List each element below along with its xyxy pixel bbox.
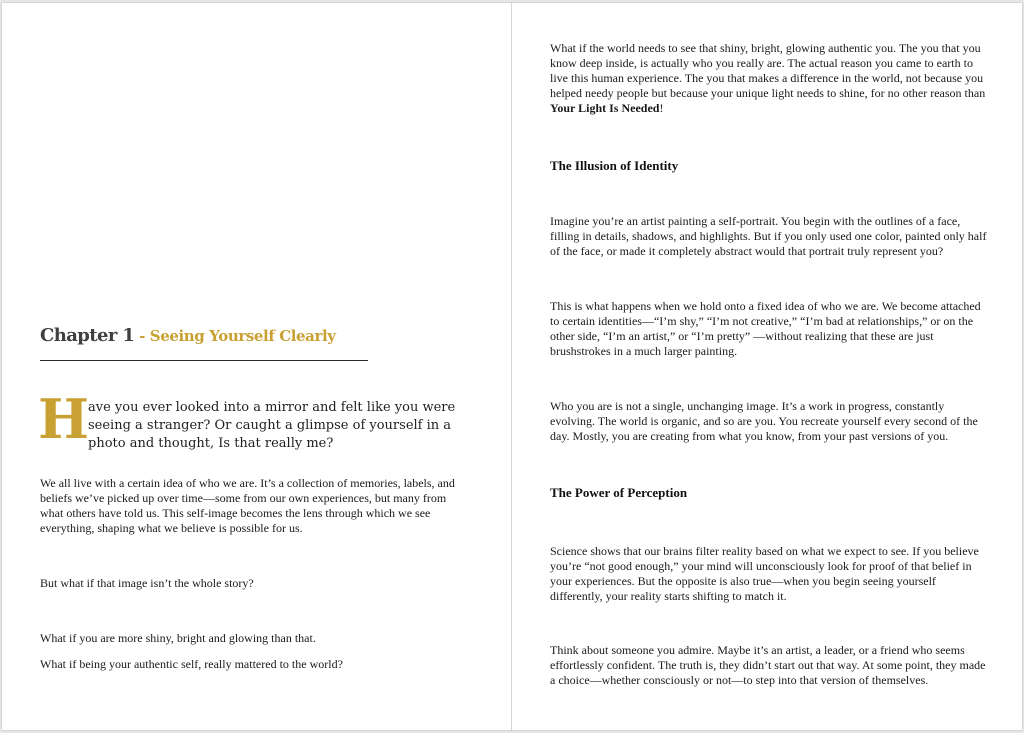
heading-power-of-perception: The Power of Perception bbox=[550, 485, 688, 500]
opening-text: What if the world needs to see that shiny, bright, glowing authentic you. The you that you know deep inside, is actually who you really are. The actual reason you came to earth to live this human experience. The you that makes a difference in the world, not because you helped needy people but because your unique light needs to shine, for no other reason than bbox=[550, 41, 986, 100]
paragraph-opening bbox=[550, 41, 990, 116]
chapter-subtitle: - Seeing Yourself Clearly bbox=[134, 327, 336, 345]
paragraph-authentic-self: What if being your authentic self, really mattered to the world? bbox=[40, 657, 343, 671]
paragraph-whole-story: But what if that image isn’t the whole story? bbox=[40, 576, 254, 590]
chapter-title bbox=[40, 325, 336, 346]
paragraph-fixed-identity: This is what happens when we hold onto a fixed idea of who we are. We become attached to certain identities—“I’m shy,” “I’m not creative,” “I’m bad at relationships,” or on the other side, “I’m an artist,” or “I’m pretty” —without realizing that these are just brushstrokes in a much larger painting. bbox=[550, 299, 981, 358]
paragraph-more-shiny: What if you are more shiny, bright and glowing than that. bbox=[40, 631, 316, 645]
book-spread bbox=[2, 3, 1022, 730]
paragraph-self-image: We all live with a certain idea of who we are. It’s a collection of memories, labels, and beliefs we’ve picked up over time—some from our own experiences, but many from what others have told us. This self-image becomes the lens through which we see everything, shaping what we believe is possible for us. bbox=[40, 476, 455, 535]
opening-emphasis: Your Light Is Needed bbox=[550, 101, 660, 115]
drop-cap: H bbox=[38, 387, 90, 451]
chapter-divider bbox=[40, 360, 368, 361]
left-page bbox=[2, 3, 511, 730]
paragraph-artist: Imagine you’re an artist painting a self-portrait. You begin with the outlines of a face, filling in details, shadows, and highlights. But if you only used one color, painted only half of the face, or made it completely abstract would that portrait truly represent you? bbox=[550, 214, 987, 258]
right-page bbox=[512, 3, 1022, 730]
paragraph-admire: Think about someone you admire. Maybe it’s an artist, a leader, or a friend who seems effortlessly confident. The truth is, they didn’t start out that way. At some point, they made a choice—whether consciously or not—to step into that version of themselves. bbox=[550, 643, 986, 687]
chapter-number: Chapter 1 bbox=[40, 325, 135, 346]
opening-end: ! bbox=[659, 101, 664, 115]
intro-paragraph: ave you ever looked into a mirror and felt like you were seeing a stranger? Or caught a glimpse of yourself in a photo and thought, Is that really me? bbox=[88, 400, 456, 451]
heading-illusion-of-identity: The Illusion of Identity bbox=[550, 158, 679, 173]
paragraph-who-you-are: Who you are is not a single, unchanging image. It’s a work in progress, constantly evolving. The world is organic, and so are you. You recreate yourself every second of the day. Mostly, you are creating from what you know, from your past versions of you. bbox=[550, 399, 978, 443]
paragraph-science: Science shows that our brains filter reality based on what we expect to see. If you believe you’re “not good enough,” your mind will unconsciously look for proof of that belief in your experiences. But the opposite is also true—when you begin seeing yourself differently, your reality starts shifting to match it. bbox=[550, 544, 979, 603]
